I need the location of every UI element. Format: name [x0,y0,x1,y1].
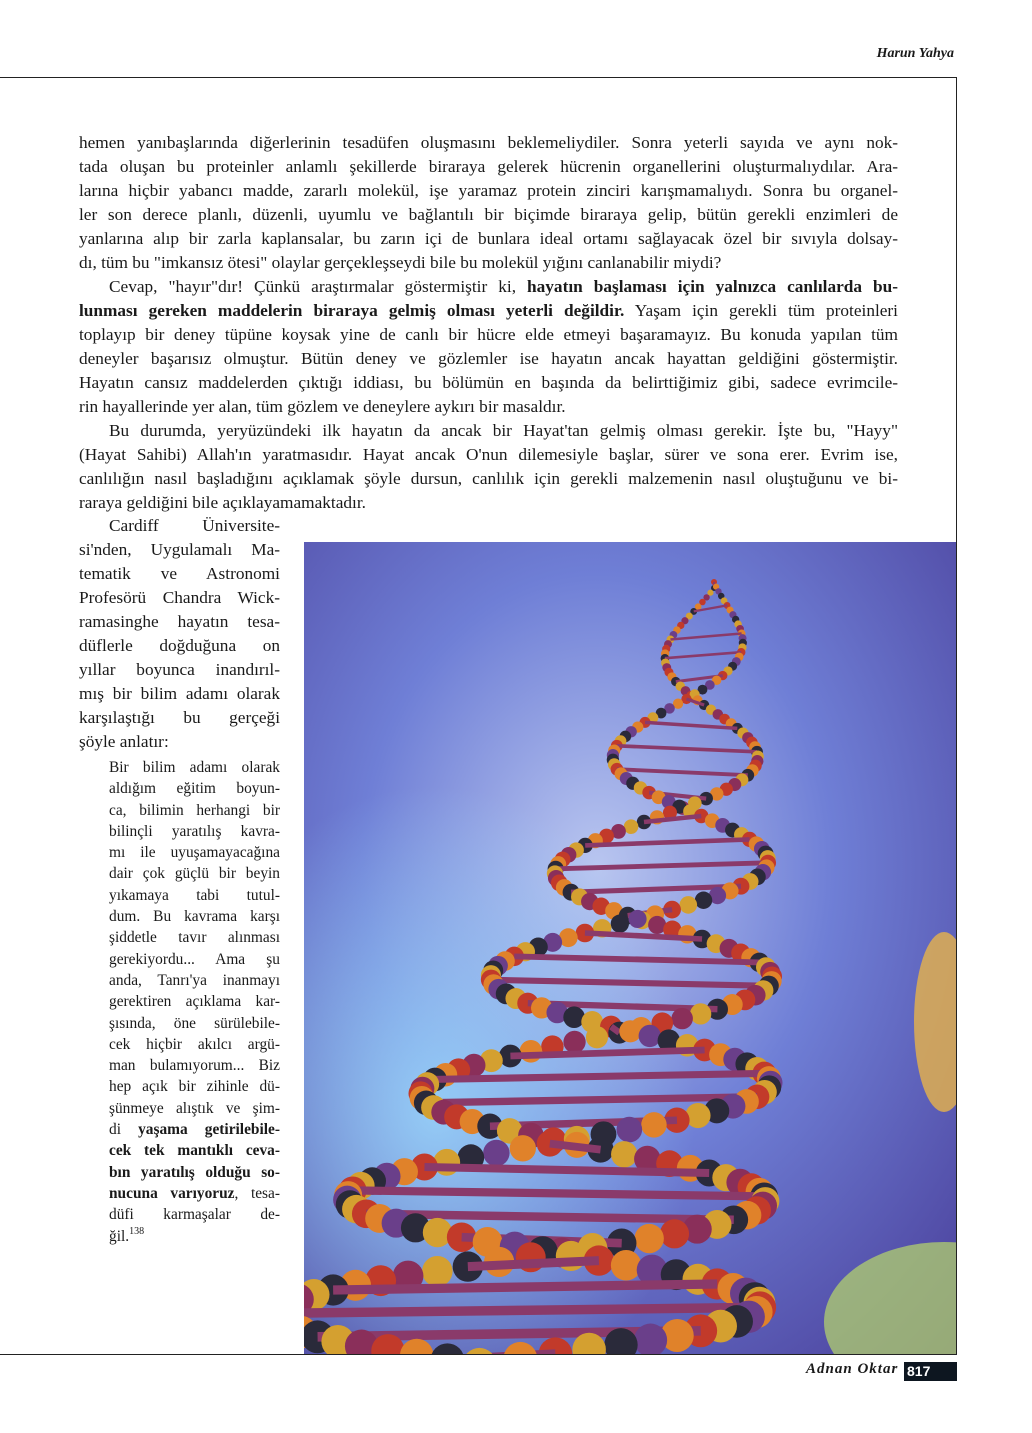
text-line [109,778,280,799]
text-span: (Hayat Sahibi) Allah'ın yaratmasıdır. Hayat ancak O'nun dilemesiyle başlar, sürer ve sona erer. Evrim ise, [79,445,898,464]
text-span: anda, Tanrı'ya inanmayı [109,971,280,989]
bold-text: lunması gereken maddelerin biraraya gelmiş olması yeterli değildir. [79,301,625,320]
text-line [109,1076,280,1097]
bold-text: bın yaratılış olduğu so- [109,1163,280,1181]
text-line [79,275,898,299]
text-span: Yaşam için gerekli tüm proteinleri [624,301,898,320]
helix-bead [685,1103,710,1128]
text-line [79,443,898,467]
text-line [79,323,898,347]
text-span: yanlarına alıp bir zarla kaplansalar, bu zarın içi de bunlara ideal ortamı sağlayacak özel bir sıvıyla dolsay- [79,229,898,248]
text-line [79,299,898,323]
bold-text: cek tek mantıklı ceva- [109,1142,280,1160]
text-span: raraya geldiğini bile açıklayamamaktadır. [79,493,366,512]
text-span: canlılığın nasıl başladığını açıklamak şöyle dursun, canlılık için gerekli malzemenin nasıl oluştuğunu ve bi- [79,469,898,488]
text-line [79,706,280,730]
text-span: ğil. [109,1227,130,1245]
helix-bead [639,1025,661,1047]
text-line [79,682,280,706]
helix-rung [468,1261,599,1267]
text-line [79,610,280,634]
text-line [109,885,280,906]
text-line [109,1013,280,1034]
block-quote [109,757,280,1247]
helix-bead [433,1149,460,1176]
helix-bead [624,819,639,834]
text-line [79,227,898,251]
text-span: rin hayallerinde yer alan, tüm gözlem ve deneylere aykırı bir masaldır. [79,397,566,416]
text-line [79,538,280,562]
bold-text: nucuna varıyoruz [109,1184,235,1202]
text-line [79,514,280,538]
text-line [109,821,280,842]
footer-author: Adnan Oktar [806,1361,899,1377]
text-span: si'nden, Uygulamalı Ma- [79,540,280,559]
text-line [79,467,898,491]
text-span: bilinçli yaratılış kavra- [109,822,280,840]
dna-helix-illustration [304,542,956,1354]
text-span: hemen yanıbaşlarında diğerlerinin tesadüfen oluşmasını beklemeliydiler. Sonra yeterli sayıda ve aynı nok- [79,133,898,152]
text-span: Bu durumda, yeryüzündeki ilk hayatın da ancak bir Hayat'tan gelmiş olması gerekir. İşte bu, "Hayy" [109,421,898,440]
helix-bead [611,1250,642,1281]
text-line [109,863,280,884]
text-span: ramasinghe hayatın tesa- [79,612,280,631]
text-line [109,1183,280,1204]
helix-bead [671,1008,692,1029]
helix-bead [690,1003,711,1024]
frame-rule-bottom [0,1354,957,1355]
text-line [109,1226,280,1247]
helix-bead [619,1020,641,1042]
text-line [109,1034,280,1055]
text-span: di [109,1121,139,1139]
text-span: deneyler başarısız olmuştur. Bütün deney ve gözlemler ise hayatın ancak hayattan geldiğini göstermiştir. [79,349,898,368]
text-span: Hayatın cansız maddelerden çıktığı iddiası, bu bölümün en başında da belirttiğimiz gibi, sadece evrimcile- [79,373,898,392]
text-span: gerektiren açıklama kar- [109,993,280,1011]
helix-bead [586,1026,608,1048]
text-line [79,203,898,227]
text-span: mı ile uyuşamayacağına [109,844,280,862]
helix-bead [695,892,712,909]
text-line [79,562,280,586]
text-span: ca, bilimin herhangi bir [109,801,280,819]
bold-text: hayatın başlaması için yalnızca canlılarda bu- [527,277,898,296]
text-line [79,251,898,275]
text-span: hep açık bir zihinle dü- [109,1078,280,1096]
text-line [109,991,280,1012]
text-span: , tesa- [234,1184,280,1202]
helix-rung [304,1307,760,1313]
text-line [79,347,898,371]
text-line [109,842,280,863]
side-column-text [79,514,280,754]
helix-bead [510,1135,536,1161]
text-line [109,906,280,927]
text-line [79,155,898,179]
text-span: mış bir bilim adamı olarak [79,684,280,703]
bold-text: yaşama getirilebile- [138,1121,280,1139]
text-span: tematik ve Astronomi [79,564,280,583]
text-span: şünmeye alıştık ve şim- [109,1099,280,1117]
text-span: tada oluşan bu proteinler anlamlı şekillerde biraraya gelerek hücrenin organellerini oluşturmalıydılar. Ara- [79,157,898,176]
frame-rule-top [0,77,957,78]
text-line [109,800,280,821]
frame-rule-right [956,77,957,1355]
text-line [79,586,280,610]
main-body-text [79,131,898,515]
text-span: şöyle anlatır: [79,732,169,751]
text-span: şiddetle tavır alınması [109,929,280,947]
text-line [109,1162,280,1183]
text-line [79,491,898,515]
text-span: Bir bilim adamı olarak [109,759,280,776]
text-span: yıkamaya tabi tutul- [109,886,280,904]
text-span: dı, tüm bu "imkansız ötesi" olaylar gerçekleşseydi bile bu molekül yığını canlanabilir miydi? [79,253,722,272]
text-line [79,634,280,658]
helix-rung [333,1284,717,1290]
text-line [79,371,898,395]
helix-bead [629,910,647,928]
text-span: Cevap, "hayır"dır! Çünkü araştırmalar göstermiştir ki, [109,277,528,296]
text-span: dair çok güçlü bir beyin [109,865,280,883]
text-span: larına hiçbir yabancı madde, zararlı molekül, işe yaramaz protein zinciri karışmamalıydı. Sonra bu organel- [79,181,898,200]
text-span: şısında, öne sürülebile- [109,1014,280,1032]
helix-bead [483,1140,509,1166]
text-line [79,730,280,754]
helix-bead [641,1112,666,1137]
text-line [109,949,280,970]
text-span: Profesörü Chandra Wick- [79,588,280,607]
helix-bead [611,1141,637,1167]
helix-bead [660,1219,689,1248]
text-line [79,395,898,419]
helix-bead [635,1224,664,1253]
text-line [79,179,898,203]
page-number: 817 [904,1362,957,1381]
text-line [109,1055,280,1076]
helix-bead [616,1117,642,1143]
text-span: düfi karmaşalar de- [109,1206,280,1224]
text-span: yıllar boyunca inandırıl- [79,660,280,679]
text-span: toplayıp bir deney tüpüne koysak yine de canlı bir hücre elde etmeyi başaramayız. Bu konuda yapılan tüm [79,325,898,344]
text-line [109,757,280,778]
text-span: aldığım eğitim boyun- [109,780,280,798]
text-span: dum. Bu kavrama karşı [109,908,280,926]
helix-bead [611,915,629,933]
footnote-ref: 138 [129,1225,145,1237]
helix-bead [680,896,698,914]
text-span: man bulamıyorum... Biz [109,1057,280,1075]
helix-bead [563,1031,585,1053]
text-line [109,970,280,991]
helix-bead [422,1256,453,1287]
text-line [109,1098,280,1119]
text-line [109,1204,280,1225]
text-line [79,131,898,155]
text-line [79,658,280,682]
text-span: cek hiçbir akılcı argü- [109,1035,280,1053]
text-span: gerekiyordu... Ama şu [109,950,280,968]
text-span: karşılaştığı bu gerçeği [79,708,280,727]
text-span: düflerle doğduğuna on [79,636,280,655]
text-span: Cardiff Üniversite- [109,516,280,535]
text-line [109,927,280,948]
text-span: ler son derece planlı, düzenli, uyumlu ve bağlantılı bir biçimde biraraya gelip, bütün gerekli enzimleri de [79,205,898,224]
text-line [79,419,898,443]
text-line [109,1140,280,1161]
running-head-title: Harun Yahya [876,46,954,61]
text-line [109,1119,280,1140]
helix-bead [520,1040,543,1063]
